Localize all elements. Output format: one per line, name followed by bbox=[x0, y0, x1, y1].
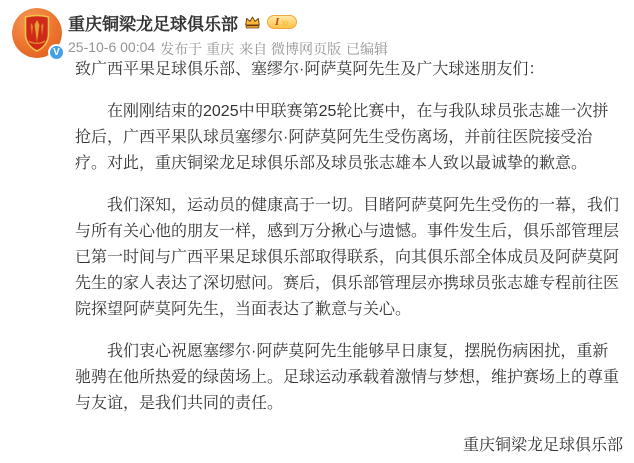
paragraph-3: 我们衷心祝愿塞缪尔·阿萨莫阿先生能够早日康复，摆脱伤病困扰，重新驰骋在他所热爱的绿茵场上。足球运动承载着激情与梦想，维护赛场上的尊重与友谊，是我们共同的责任。 bbox=[75, 343, 620, 412]
paragraph-2: 我们深知，运动员的健康高于一切。目睹阿萨莫阿先生受伤的一幕，我们与所有关心他的朋友一样，感到万分揪心与遗憾。事件发生后，俱乐部管理层已第一时间与广西平果足球俱乐部取得联系，向其俱乐部全体成员及阿萨莫阿先生的家人表达了深切慰问。赛后，俱乐部管理层亦携球员张志雄专程前往医院探望阿萨莫阿先生，当面表达了歉意与关心。 bbox=[75, 197, 620, 318]
post-meta bbox=[68, 39, 388, 59]
vip-crown-icon[interactable] bbox=[244, 15, 261, 29]
header-main bbox=[68, 8, 388, 59]
username[interactable]: 重庆铜梁龙足球俱乐部 bbox=[68, 14, 238, 34]
post-edited-label[interactable]: 已编辑 bbox=[345, 41, 388, 57]
paragraph-1: 在刚刚结束的2025中甲联赛第25轮比赛中，在与我队球员张志雄一次拼抢后，广西平果队球员塞缪尔·阿萨莫阿先生受伤离场，并前往医院接受治疗。对此，重庆铜梁龙足球俱乐部及球员张志雄本人致以最诚挚的歉意。 bbox=[75, 103, 609, 172]
chevron-right-icon: » bbox=[281, 14, 290, 30]
vip-level-text: I bbox=[275, 15, 280, 28]
post-source-link[interactable]: 来自 微博网页版 bbox=[239, 41, 341, 57]
signature-line: 重庆铜梁龙足球俱乐部 bbox=[462, 437, 623, 454]
avatar[interactable] bbox=[12, 8, 62, 58]
name-row bbox=[68, 10, 388, 34]
post-location: 发布于 重庆 bbox=[160, 41, 235, 57]
salutation-line: 致广西平果足球俱乐部、塞缪尔·阿萨莫阿先生及广大球迷朋友们： bbox=[75, 61, 545, 78]
post-header bbox=[12, 8, 388, 59]
post-body bbox=[75, 57, 623, 459]
vip-level-badge[interactable] bbox=[267, 15, 297, 29]
verified-badge-icon: V bbox=[48, 44, 65, 61]
post-timestamp: 25-10-6 00:04 bbox=[68, 39, 156, 55]
